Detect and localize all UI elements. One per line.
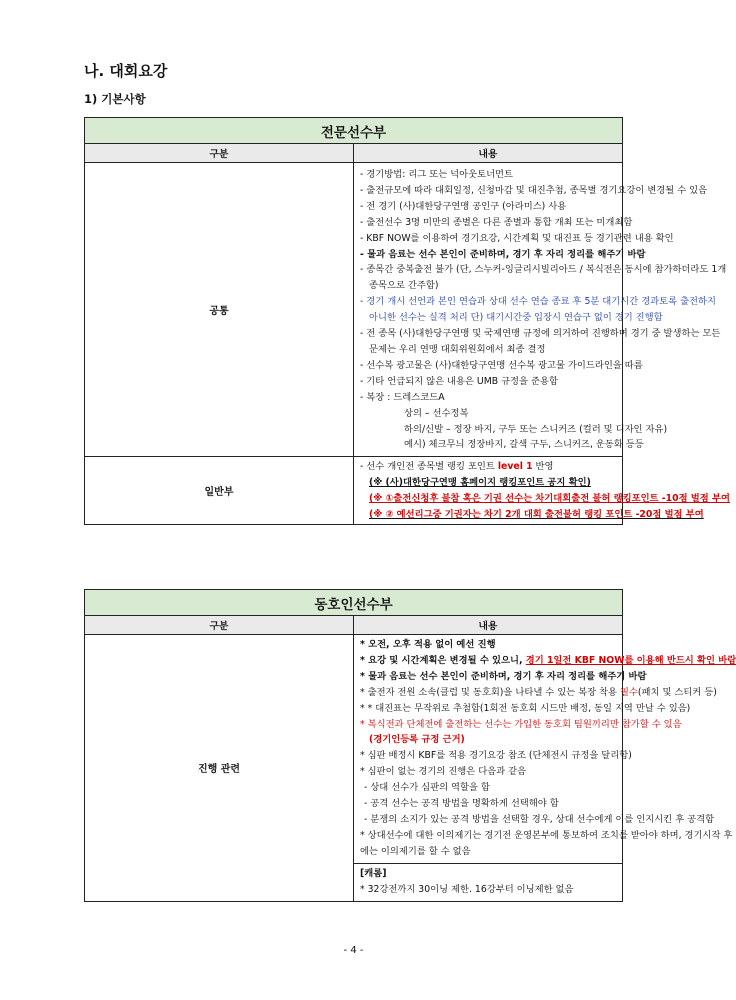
amateur-title: 동호인선수부 [85,590,623,616]
common-line: - 경기방법: 리그 또는 넉아웃토너먼트 [360,169,514,180]
progress-line [360,653,736,669]
progress-line: * 심판이 없는 경기의 진행은 다음과 같음 [360,766,527,778]
progress-line: 에는 이의제기를 할 수 없음 [360,845,471,857]
carom-content [354,863,623,901]
section-heading: 나. 대회요강 [84,62,168,80]
carom-title: [캐롬] [360,867,387,879]
general-text: (※ ② 예선리그중 기권자는 차기 2개 대회 출전불허 [369,509,581,521]
progress-line: (경기인등록 규정 근거) [369,734,465,746]
common-label: 공통 [85,163,354,457]
common-line: - 경기 개시 선언과 본인 연습과 상대 선수 연습 종료 후 5분 대기시간 경과토록 출전하지 [360,296,716,308]
carom-line: * 32강전까지 30이닝 제한. 16강부터 이닝제한 없음 [360,883,574,895]
common-line: - 전 경기 (사)대한당구연맹 공인구 (아라미스) 사용 [360,200,567,212]
pro-title: 전문선수부 [85,118,623,144]
progress-line: * 상대선수에 대한 이의제기는 경기전 운영본부에 통보하여 조치를 받아야 하며, 경기시작 후 [360,829,733,841]
progress-line: - 공격 선수는 공격 방법을 명확하게 선택해야 함 [364,798,559,810]
page-number: - 4 - [343,945,364,956]
level-text: level 1 [497,461,533,473]
col-category: 구분 [85,144,354,163]
progress-line [360,685,717,701]
common-line: 아니한 선수는 실격 처리 단) 대기시간중 입장시 연습구 없이 경기 진행함 [369,312,663,324]
progress-content [354,635,736,864]
col-content: 내용 [354,616,623,635]
common-line: - 종목간 중복출전 불가 (단, 스누커-잉글리시빌리아드 / 복식전은 동시에 참가하더라도 1개 [360,264,727,276]
progress-line: * 심판 배정시 KBF를 적용 경기요강 참조 (단체전시 규정을 달리함) [360,750,632,762]
progress-text: * 요강 및 시간계획은 변경될 수 있으니, [360,654,526,666]
common-line: 하의/신발 – 정장 바지, 구두 또는 스니커즈 (컬러 및 디자인 자유) [404,423,668,435]
col-category: 구분 [85,616,354,635]
progress-text: * 출전자 전원 소속(클럽 및 동호회)을 나타낼 수 있는 복장 착용 [360,686,620,698]
progress-label: 진행 관련 [85,635,354,902]
general-content [354,457,730,525]
progress-line: - 분쟁의 소지가 있는 공격 방법을 선택할 경우, 상대 선수에게 이를 인지시킨 후 공격함 [364,813,715,825]
progress-line: * 복식전과 단체전에 출전하는 선수는 가입한 동호회 팀원끼리만 참가할 수 있음 [360,718,682,730]
col-content: 내용 [354,144,623,163]
general-line [360,507,704,523]
common-line: 상의 – 선수정복 [404,407,469,419]
general-label: 일반부 [85,457,354,525]
common-content [354,163,727,457]
progress-line: * 오전, 오후 적용 없이 예선 진행 [360,639,496,650]
common-line: 예시) 체크무늬 정장바지, 갈색 구두, 스니커즈, 운동화 등등 [404,439,644,451]
general-line: (※ (사)대한당구연맹 홈페이지 랭킹포인트 공지 확인) [369,477,591,489]
common-line: 문제는 우리 연맹 대회위원회에서 최종 결정 [369,343,546,355]
common-line: - 물과 음료는 선수 본인이 준비하며, 경기 후 자리 정리를 해주기 바람 [360,248,646,260]
common-line: - 복장 : 드레스코드A [360,391,445,403]
sub-heading: 1) 기본사항 [84,92,146,106]
common-line: 종목으로 간주함) [369,280,439,292]
common-line: - KBF NOW를 이용하여 경기요강, 시간계획 및 대진표 등 경기관련 내용 확인 [360,232,674,244]
common-line: - 선수복 광고물은 (사)대한당구연맹 선수복 광고물 가이드라인을 따름 [360,359,643,371]
progress-line: * 물과 음료는 선수 본인이 준비하며, 경기 후 자리 정리를 해주기 바람 [360,670,647,682]
progress-line: * * 대진표는 무작위로 추첨함(1회전 동호회 시드만 배정, 동일 지역 만날 수 있음) [360,702,691,714]
general-text: 반영 [532,461,554,473]
common-line: - 전 종목 (사)대한당구연맹 및 국제연맹 규정에 의거하여 진행하며 경기 중 발생하는 모든 [360,328,721,340]
progress-text: 경기 1일전 KBF NOW를 이용해 반드시 확인 바람 [525,654,736,666]
common-line: - 출전선수 3명 미만의 종별은 다른 종별과 통합 개최 또는 미개최함 [360,216,633,228]
general-text: 랭킹 포인트 -20점 벌점 부여 [580,509,704,521]
progress-text: (패치 및 스티커 등) [637,686,717,698]
progress-line: - 상대 선수가 심판의 역할을 함 [364,782,490,794]
general-line: (※ ①출전신청후 불참 혹은 기권 선수는 차기대회출전 불허 랭킹포인트 -10점 벌점 부여 [369,493,730,505]
general-text: - 선수 개인전 종목별 랭킹 포인트 [360,461,498,473]
amateur-table [84,589,736,902]
pro-table [84,117,730,525]
common-line: - 출전규모에 따라 대회일정, 신청마감 및 대진추첨, 종목별 경기요강이 변경될 수 있음 [360,184,708,196]
common-line: - 기타 언급되지 않은 내용은 UMB 규정을 준용함 [360,375,558,387]
general-line [360,459,618,475]
progress-text: 필수 [619,686,638,698]
